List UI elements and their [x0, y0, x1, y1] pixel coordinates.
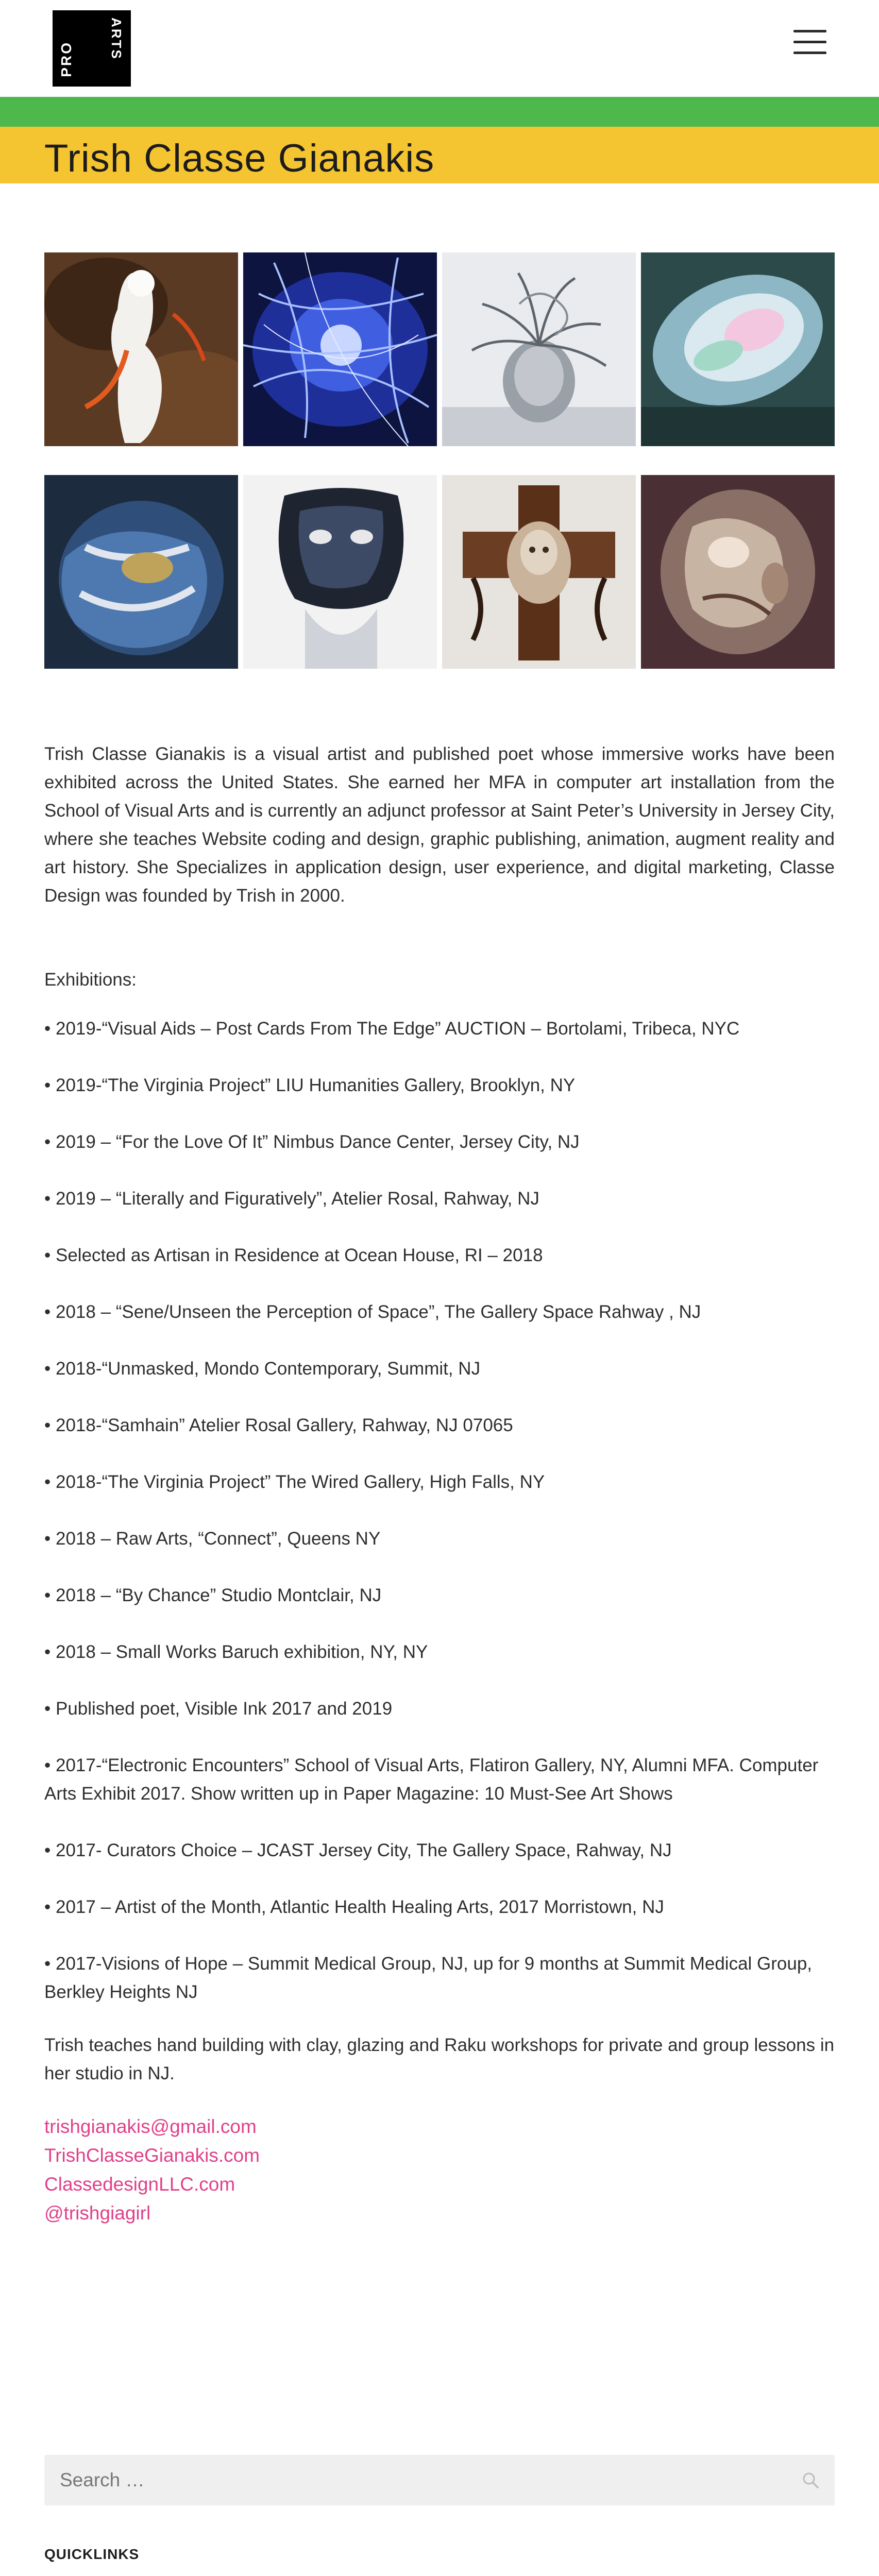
gallery-thumb-white-figure-in-wood[interactable]: [44, 252, 238, 446]
search-input[interactable]: [44, 2455, 786, 2505]
exhibition-item: • 2019 – “Literally and Figuratively”, Atelier Rosal, Rahway, NJ: [44, 1189, 539, 1209]
artist-content: [44, 740, 835, 2228]
gallery-thumb-silver-wire-head[interactable]: [442, 252, 636, 446]
artist-bio: Trish Classe Gianakis is a visual artist and published poet whose immersive works have been exhibited across the United States. She earned her MFA in computer art installation from the School of Visual Arts and is currently an adjunct professor at Saint Peter’s University in Jersey City, where she teaches Website coding and design, graphic publishing, animation, augment reality and art history. She Specializes in application design, user experience, and digital marketing, Classe Design was founded by Trish in 2000.: [44, 744, 835, 906]
exhibition-item: • 2018-“The Virginia Project” The Wired Gallery, High Falls, NY: [44, 1472, 545, 1492]
page-title: Trish Classe Gianakis: [44, 137, 435, 180]
exhibition-item: • Selected as Artisan in Residence at Ocean House, RI – 2018: [44, 1245, 543, 1265]
social-handle-link[interactable]: @trishgiagirl: [44, 2202, 151, 2224]
exhibition-item: • 2018 – Small Works Baruch exhibition, NY, NY: [44, 1642, 428, 1662]
pro-arts-logo[interactable]: [53, 10, 131, 87]
exhibition-item: • 2017-Visions of Hope – Summit Medical Group, NJ, up for 9 months at Summit Medical Group, Berkley Heights NJ: [44, 1954, 813, 2002]
title-band: [0, 127, 879, 183]
gallery-thumb-blue-plasma-sculpture[interactable]: [243, 252, 437, 446]
green-accent-bar: [0, 97, 879, 127]
logo-pro-text: PRO: [58, 41, 74, 77]
exhibition-item: • Published poet, Visible Ink 2017 and 2019: [44, 1699, 393, 1719]
email-link[interactable]: trishgianakis@gmail.com: [44, 2116, 257, 2137]
exhibition-item: • 2018-“Samhain” Atelier Rosal Gallery, Rahway, NJ 07065: [44, 1415, 513, 1435]
exhibition-item: • 2019-“Visual Aids – Post Cards From The Edge” AUCTION – Bortolami, Tribeca, NYC: [44, 1019, 740, 1039]
exhibition-item: • 2019 – “For the Love Of It” Nimbus Dance Center, Jersey City, NJ: [44, 1132, 580, 1152]
gallery-thumb-clay-wooden-cross[interactable]: [442, 475, 636, 669]
exhibition-item: • 2017- Curators Choice – JCAST Jersey City, The Gallery Space, Rahway, NJ: [44, 1840, 672, 1860]
exhibition-item: • 2019-“The Virginia Project” LIU Humanities Gallery, Brooklyn, NY: [44, 1075, 576, 1095]
contact-links: [44, 2112, 835, 2228]
exhibition-item: • 2018 – “By Chance” Studio Montclair, NJ: [44, 1585, 382, 1605]
classe-design-link[interactable]: ClassedesignLLC.com: [44, 2174, 235, 2195]
search-form: [44, 2455, 835, 2505]
logo-arts-text: ARTS: [109, 18, 124, 60]
site-header: [0, 0, 879, 97]
exhibition-item: • 2017-“Electronic Encounters” School of Visual Arts, Flatiron Gallery, NY, Alumni MFA. Computer Arts Exhibit 2017. Show written up in Paper Magazine: 10 Must-See Art Shows: [44, 1755, 819, 1804]
gallery-thumb-blue-raku-vessel[interactable]: [44, 475, 238, 669]
gallery-thumb-iridescent-shell[interactable]: [641, 252, 835, 446]
exhibitions-heading: Exhibitions:: [44, 970, 137, 990]
teaching-note: Trish teaches hand building with clay, glazing and Raku workshops for private and group lessons in her studio in NJ.: [44, 2035, 835, 2083]
gallery-thumb-raku-relief-figure[interactable]: [641, 475, 835, 669]
search-icon[interactable]: [802, 2471, 819, 2489]
hamburger-icon[interactable]: [793, 30, 826, 55]
exhibition-item: • 2017 – Artist of the Month, Atlantic Health Healing Arts, 2017 Morristown, NJ: [44, 1897, 664, 1917]
exhibition-item: • 2018 – Raw Arts, “Connect”, Queens NY: [44, 1529, 381, 1549]
exhibition-item: • 2018 – “Sene/Unseen the Perception of Space”, The Gallery Space Rahway , NJ: [44, 1302, 701, 1322]
personal-site-link[interactable]: TrishClasseGianakis.com: [44, 2145, 260, 2166]
gallery-thumb-black-white-mask[interactable]: [243, 475, 437, 669]
quicklinks-title: QUICKLINKS: [44, 2546, 140, 2562]
exhibition-item: • 2018-“Unmasked, Mondo Contemporary, Summit, NJ: [44, 1359, 481, 1379]
exhibitions-list: [44, 1014, 835, 2006]
